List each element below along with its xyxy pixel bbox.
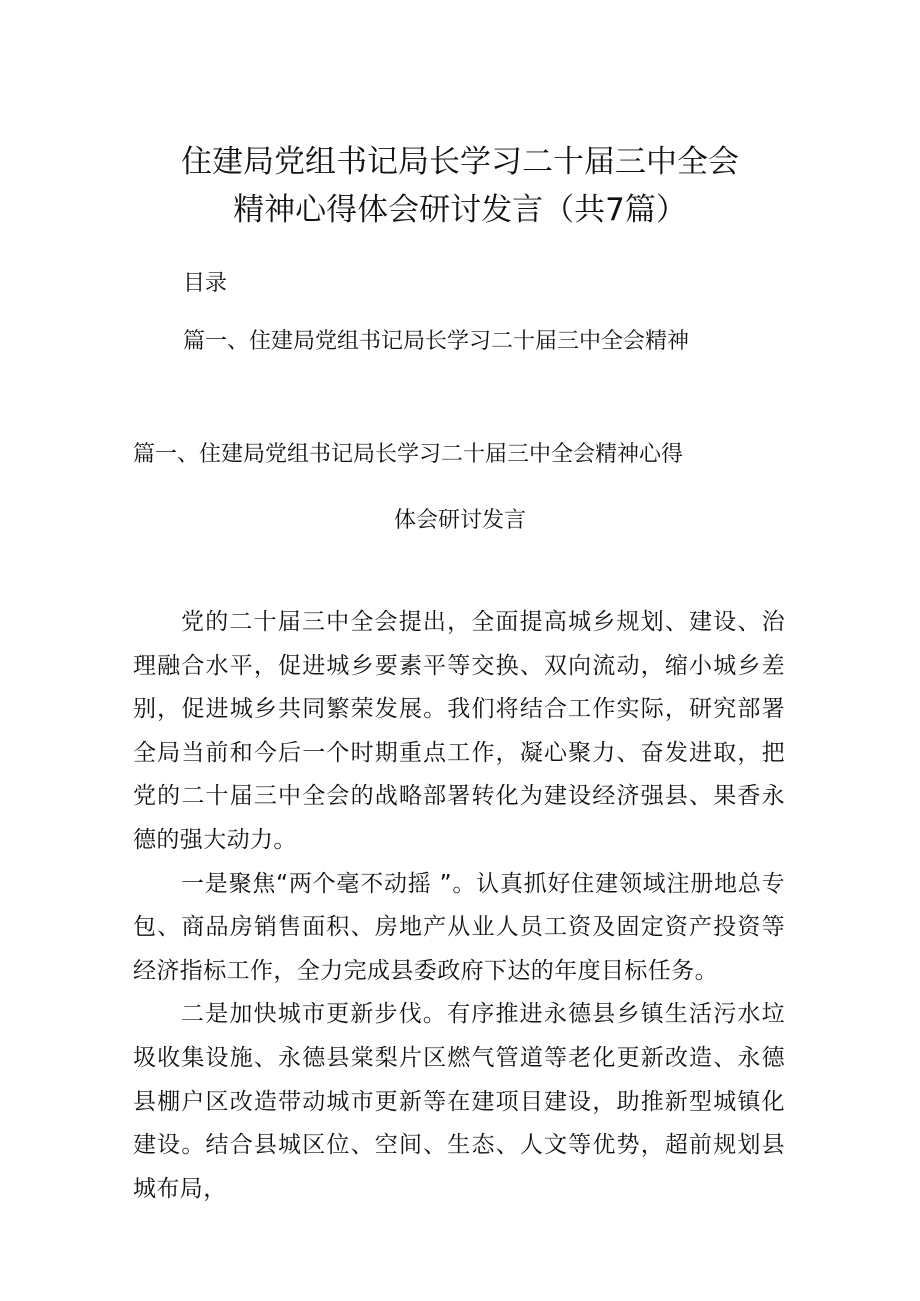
document-title xyxy=(0,138,920,234)
toc-heading: 目录 xyxy=(183,271,228,296)
title-line-2: 精神心得体会研讨发言（共7篇） xyxy=(233,192,687,228)
paragraph-point-1: 一是聚焦“两个毫不动摇 ”。认真抓好住建领域注册地总专包、商品房销售面积、房地产从业人员工资及固定资产投资等经济指标工作，全力完成县委政府下达的年度目标任务。 xyxy=(133,870,785,984)
toc-item-1[interactable]: 篇一、住建局党组书记局长学习二十届三中全会精神 xyxy=(183,329,690,354)
document-body xyxy=(133,601,785,1211)
paragraph-intro: 党的二十届三中全会提出，全面提高城乡规划、建设、治理融合水平，促进城乡要素平等交换、双向流动，缩小城乡差别，促进城乡共同繁荣发展。我们将结合工作实际，研究部署全局当前和今后一个时期重点工作，凝心聚力、奋发进取，把党的二十届三中全会的战略部署转化为建设经济强县、果香永德的强大动力。 xyxy=(133,609,785,853)
paragraph-point-2: 二是加快城市更新步伐。有序推进永德县乡镇生活污水垃圾收集设施、永德县棠梨片区燃气管道等老化更新改造、永德县棚户区改造带动城市更新等在建项目建设，助推新型城镇化建设。结合县城区位、空间、生态、人文等优势，超前规划县城布局， xyxy=(133,1001,785,1202)
section-heading-line-2: 体会研讨发言 xyxy=(393,508,526,533)
title-line-1: 住建局党组书记局长学习二十届三中全会 xyxy=(181,144,739,180)
section-heading-line-1: 篇一、住建局党组书记局长学习二十届三中全会精神心得 xyxy=(133,442,684,467)
